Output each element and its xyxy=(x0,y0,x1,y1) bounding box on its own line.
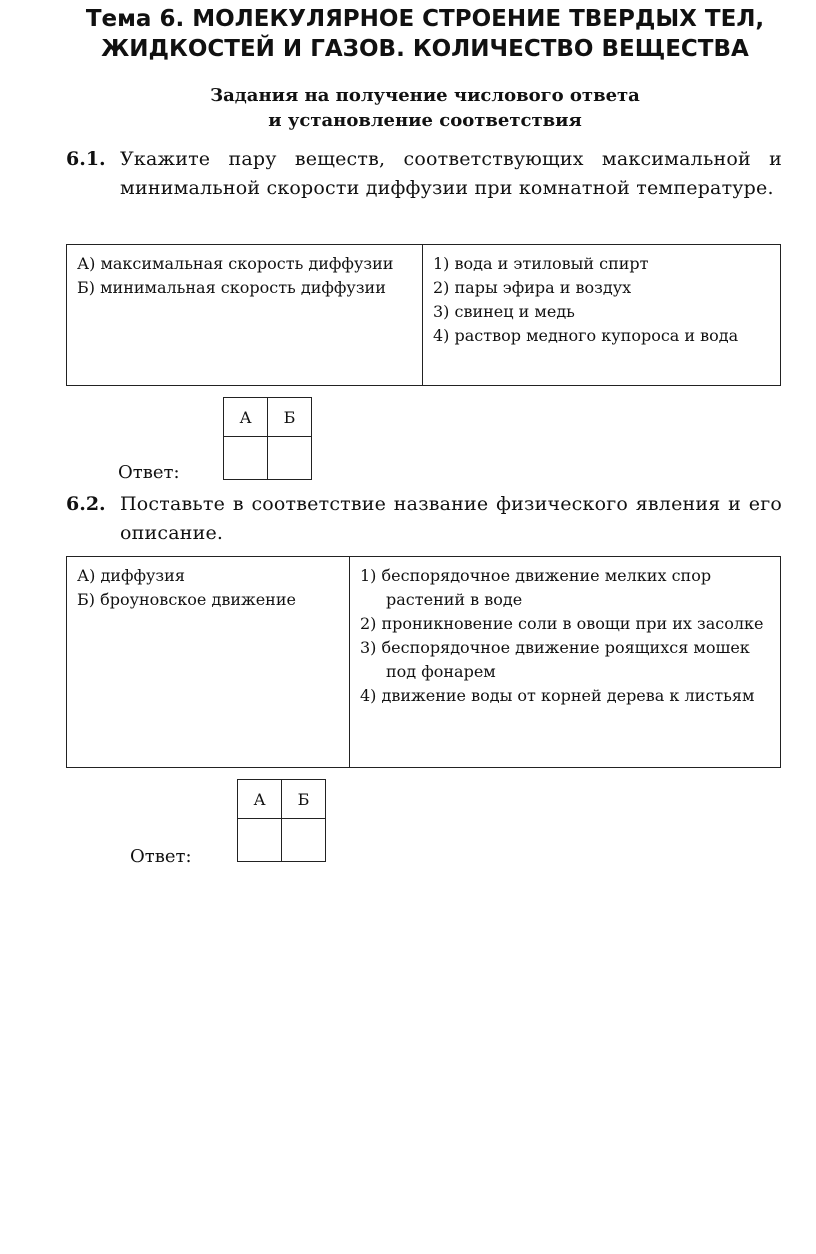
right-item-3: 3) беспорядочное движение роящихся мошек под фонарем xyxy=(360,638,750,681)
page-title xyxy=(60,4,790,64)
answer-grid-6-1 xyxy=(223,397,312,480)
answer-header-b: Б xyxy=(268,398,312,437)
left-column xyxy=(67,245,423,386)
matching-table-6-2 xyxy=(66,556,781,768)
task-text: Поставьте в соответствие название физического явления и его описание. xyxy=(120,493,782,544)
answer-header-b: Б xyxy=(282,780,326,819)
right-item-4: 4) раствор медного купороса и вода xyxy=(433,326,739,345)
left-item-a: А) диффузия xyxy=(77,566,185,585)
task-6-1 xyxy=(66,145,782,203)
right-item-2: 2) пары эфира и воздух xyxy=(433,278,632,297)
left-item-a: А) максимальная скорость диффузии xyxy=(77,254,394,273)
answer-label: Ответ: xyxy=(118,462,180,483)
task-text: Укажите пару веществ, соответствующих максимальной и минимальной скорости диффузии при комнатной температуре. xyxy=(120,148,782,199)
right-column xyxy=(350,557,781,768)
task-number: 6.2. xyxy=(66,493,106,515)
answer-cell-a[interactable] xyxy=(238,819,282,862)
answer-cell-b[interactable] xyxy=(282,819,326,862)
matching-table-6-1 xyxy=(66,244,781,386)
section-title-line1: Задания на получение числового ответа xyxy=(210,85,640,106)
section-title-line2: и установление соответствия xyxy=(268,110,582,131)
task-6-2 xyxy=(66,490,782,548)
answer-header-a: А xyxy=(224,398,268,437)
right-item-1: 1) беспорядочное движение мелких спор растений в воде xyxy=(360,566,712,609)
answer-cell-b[interactable] xyxy=(268,437,312,480)
left-item-b: Б) броуновское движение xyxy=(77,590,296,609)
page-title-line2: ЖИДКОСТЕЙ И ГАЗОВ. КОЛИЧЕСТВО ВЕЩЕСТВА xyxy=(101,36,749,62)
right-item-1: 1) вода и этиловый спирт xyxy=(433,254,649,273)
task-number: 6.1. xyxy=(66,148,106,170)
answer-label: Ответ: xyxy=(130,846,192,867)
left-item-b: Б) минимальная скорость диффузии xyxy=(77,278,386,297)
page-title-line1: Тема 6. МОЛЕКУЛЯРНОЕ СТРОЕНИЕ ТВЕРДЫХ ТЕЛ, xyxy=(85,6,765,32)
left-column xyxy=(67,557,350,768)
right-item-3: 3) свинец и медь xyxy=(433,302,575,321)
right-column xyxy=(423,245,781,386)
section-title xyxy=(60,83,790,133)
answer-cell-a[interactable] xyxy=(224,437,268,480)
right-item-2: 2) проникновение соли в овощи при их засолке xyxy=(360,614,764,633)
answer-grid-6-2 xyxy=(237,779,326,862)
right-item-4: 4) движение воды от корней дерева к листьям xyxy=(360,686,755,705)
answer-header-a: А xyxy=(238,780,282,819)
